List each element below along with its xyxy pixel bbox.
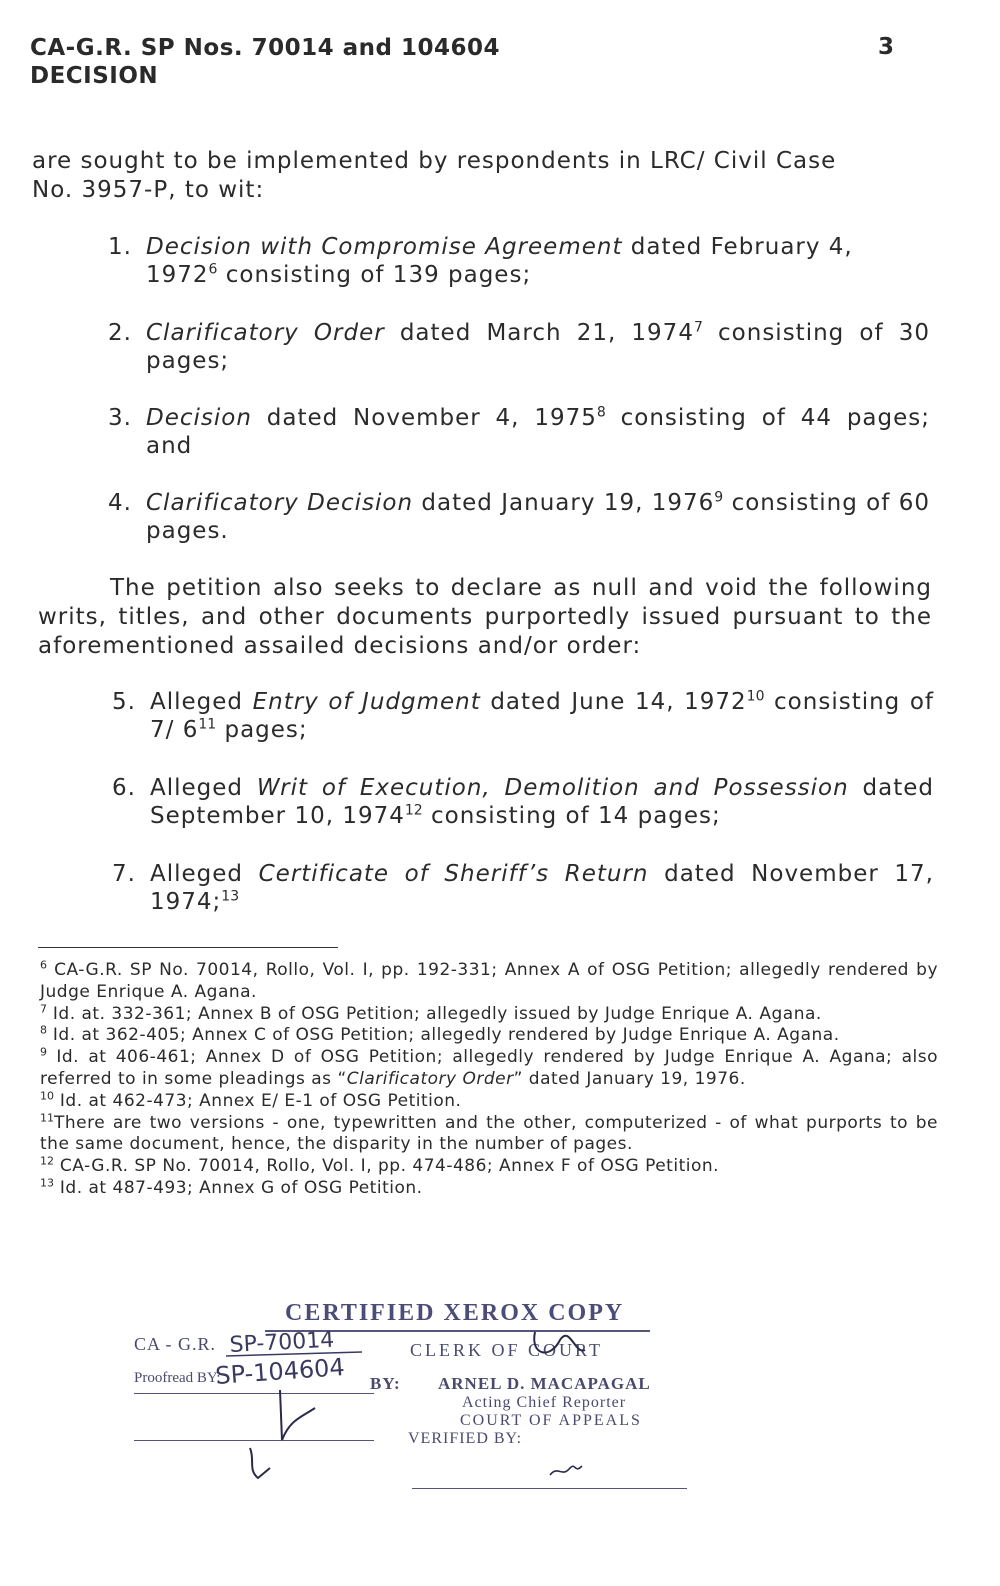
page-number: 3 bbox=[877, 34, 894, 60]
list-item-decision-2 bbox=[108, 319, 930, 375]
footnote-11 bbox=[40, 1110, 938, 1157]
item-number: 6. bbox=[112, 775, 136, 801]
item-pages-tail: pages; bbox=[216, 717, 308, 743]
footnote-text: Id. at 406-461; Annex D of OSG Petition; allegedly rendered by Judge Enrique A. Agana; also referred to in some pleadings as “ bbox=[40, 1047, 938, 1089]
item-prefix: Alleged bbox=[150, 689, 253, 715]
clerk-signature bbox=[534, 1332, 585, 1352]
footnote-12 bbox=[40, 1156, 938, 1178]
intro-line-1: are sought to be implemented by respondents in LRC/ Civil Case bbox=[32, 148, 837, 174]
stamp-officer-name: ARNEL D. MACAPAGAL bbox=[438, 1374, 651, 1393]
footnote-8 bbox=[40, 1025, 938, 1047]
stamp-case-prefix: CA - G.R. bbox=[134, 1334, 217, 1354]
handwriting-signatures bbox=[130, 1300, 690, 1550]
list-item-decision-4 bbox=[108, 489, 930, 545]
footnote-text: Id. at 462-473; Annex E/ E-1 of OSG Petition. bbox=[54, 1090, 462, 1111]
item-pages: consisting of 30 pages; bbox=[146, 320, 930, 374]
document-type: DECISION bbox=[30, 63, 159, 89]
item-title: Clarificatory Decision bbox=[146, 490, 414, 516]
footnotes bbox=[40, 960, 938, 1200]
footnote-number: 9 bbox=[40, 1045, 47, 1059]
footnote-9 bbox=[40, 1047, 938, 1091]
item-pages: consisting of 14 pages; bbox=[422, 803, 721, 829]
stamp-proofread-label: Proofread BY: bbox=[134, 1370, 221, 1386]
footnote-number: 10 bbox=[40, 1089, 54, 1103]
item-title: Entry of Judgment bbox=[252, 689, 481, 715]
proofread-signature bbox=[280, 1390, 315, 1440]
item-pages: consisting of 44 pages; and bbox=[146, 405, 930, 459]
list-item-decision-3 bbox=[108, 404, 930, 460]
item-number: 5. bbox=[112, 689, 136, 715]
item-date: dated March 21, 1974 bbox=[384, 320, 694, 346]
item-title: Decision bbox=[146, 405, 252, 431]
item-title: Decision with Compromise Agreement bbox=[146, 234, 623, 260]
footnote-number: 11 bbox=[40, 1110, 54, 1124]
item-number: 7. bbox=[112, 861, 136, 887]
item-date: dated February 4, bbox=[622, 234, 853, 260]
item-title: Clarificatory Order bbox=[146, 320, 385, 346]
item-pages: consisting of 7/ 6 bbox=[150, 689, 935, 743]
item-date: dated January 19, 1976 bbox=[413, 490, 715, 516]
footnote-number: 7 bbox=[40, 1001, 47, 1015]
stamp-title: CERTIFIED XEROX COPY bbox=[285, 1300, 625, 1326]
item-date: dated November 4, 1975 bbox=[251, 405, 597, 431]
case-number: CA-G.R. SP Nos. 70014 and 104604 bbox=[30, 35, 501, 61]
footnote-number: 12 bbox=[40, 1154, 54, 1168]
list-item-writ-6 bbox=[112, 774, 934, 830]
footnote-13 bbox=[40, 1178, 938, 1200]
item-year: 1972 bbox=[146, 262, 209, 288]
certified-copy-stamp bbox=[130, 1300, 690, 1550]
intro-line-2: No. 3957-P, to wit: bbox=[32, 177, 265, 203]
stamp-by-label: BY: bbox=[370, 1374, 401, 1393]
footnote-tail: ” dated January 19, 1976. bbox=[513, 1068, 746, 1089]
intro-paragraph bbox=[32, 147, 932, 205]
list-item-writ-7 bbox=[112, 860, 934, 916]
footnote-number: 6 bbox=[40, 958, 47, 972]
item-title: Writ of Execution, Demolition and Possession bbox=[256, 775, 849, 801]
footnote-ref: 7 bbox=[693, 319, 703, 336]
footnote-ref: 6 bbox=[208, 261, 218, 278]
footnote-6 bbox=[40, 960, 938, 1004]
list-item-decision-1 bbox=[108, 233, 930, 289]
footnote-ref: 11 bbox=[198, 716, 217, 733]
petition-paragraph: The petition also seeks to declare as null and void the following writs, titles, and other documents purportedly issued pursuant to the aforementioned assailed decisions and/or order: bbox=[38, 575, 932, 659]
item-title: Certificate of Sheriff’s Return bbox=[258, 861, 649, 887]
footnote-text: Id. at. 332-361; Annex B of OSG Petition; allegedly issued by Judge Enrique A. Agana. bbox=[47, 1003, 822, 1024]
footnote-number: 13 bbox=[40, 1176, 54, 1190]
footnote-ref: 12 bbox=[404, 802, 423, 819]
footnote-10 bbox=[40, 1091, 938, 1113]
item-date: dated September 10, 1974 bbox=[150, 775, 935, 829]
verified-initials bbox=[550, 1466, 582, 1475]
item-number: 3. bbox=[108, 405, 132, 431]
footnote-ref: 8 bbox=[596, 404, 606, 421]
footnote-text: Id. at 362-405; Annex C of OSG Petition; allegedly rendered by Judge Enrique A. Agana. bbox=[47, 1025, 840, 1046]
footnote-text: There are two versions - one, typewritten and the other, computerized - of what purports to be the same document, hence, the disparity in the number of pages. bbox=[40, 1112, 938, 1155]
footnote-ref: 9 bbox=[714, 489, 724, 506]
footnote-ref: 10 bbox=[746, 688, 765, 705]
item-date: dated November 17, 1974; bbox=[150, 861, 934, 915]
stamp-court-name: COURT OF APPEALS bbox=[460, 1412, 642, 1429]
item-date: dated June 14, 1972 bbox=[480, 689, 747, 715]
item-prefix: Alleged bbox=[150, 861, 259, 887]
footnote-text: Id. at 487-493; Annex G of OSG Petition. bbox=[54, 1177, 423, 1198]
footnote-text: CA-G.R. SP No. 70014, Rollo, Vol. I, pp. 192-331; Annex A of OSG Petition; allegedly rendered by Judge Enrique A. Agana. bbox=[40, 960, 938, 1002]
footnote-7 bbox=[40, 1001, 938, 1026]
handwritten-case-number: SP-70014 bbox=[229, 1327, 335, 1358]
item-number: 4. bbox=[108, 490, 132, 516]
footnote-number: 8 bbox=[40, 1023, 47, 1037]
proofread-initials bbox=[250, 1448, 270, 1478]
item-pages: consisting of 139 pages; bbox=[217, 262, 532, 288]
list-item-writ-5 bbox=[112, 688, 934, 744]
item-number: 2. bbox=[108, 320, 132, 346]
footnote-italic: Clarificatory Order bbox=[346, 1068, 514, 1089]
item-number: 1. bbox=[108, 234, 132, 260]
stamp-clerk-line: CLERK OF COURT bbox=[410, 1340, 603, 1360]
item-pages: consisting of 60 pages. bbox=[146, 490, 930, 544]
stamp-officer-role: Acting Chief Reporter bbox=[462, 1394, 627, 1411]
stamp-verified-label: VERIFIED BY: bbox=[408, 1430, 523, 1447]
item-prefix: Alleged bbox=[150, 775, 257, 801]
footnote-ref: 13 bbox=[221, 888, 240, 905]
handwritten-case-number-2: SP-104604 bbox=[214, 1353, 346, 1390]
footnote-divider bbox=[38, 947, 338, 948]
footnote-text: CA-G.R. SP No. 70014, Rollo, Vol. I, pp. 474-486; Annex F of OSG Petition. bbox=[54, 1156, 720, 1177]
case-header bbox=[30, 34, 500, 90]
